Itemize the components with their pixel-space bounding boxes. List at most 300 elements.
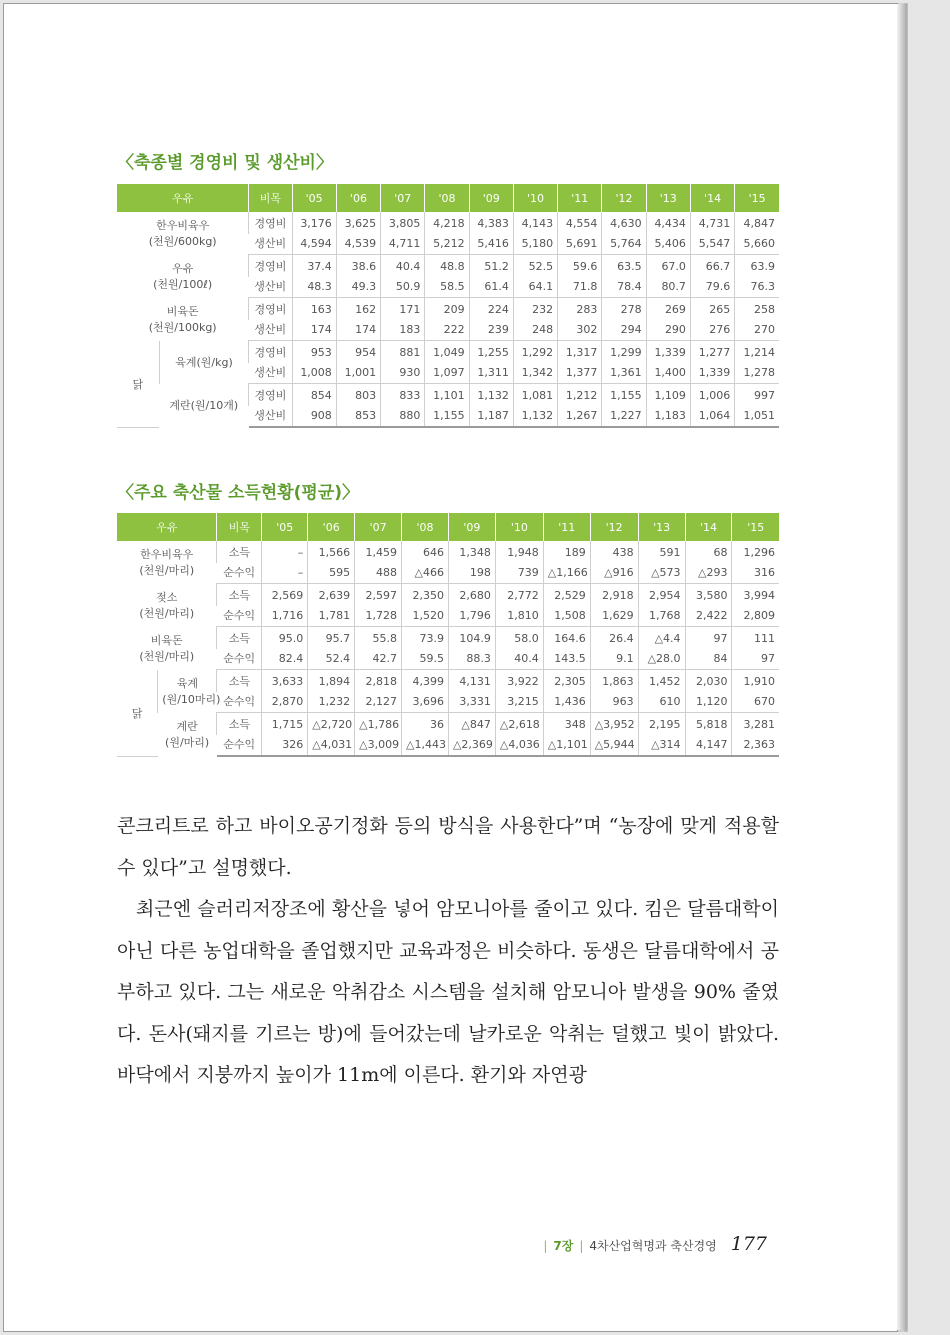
row-label-unit: (천원/마리) xyxy=(139,564,195,578)
value-cell: 4,147 xyxy=(685,735,732,756)
item-cell: 생산비 xyxy=(249,363,292,384)
table-row xyxy=(117,341,779,364)
row-label-unit: (천원/100ℓ) xyxy=(153,278,213,291)
row-label-unit: (천원/마리) xyxy=(139,650,195,663)
value-cell: 1,155 xyxy=(425,406,469,427)
row-label xyxy=(158,670,221,713)
value-cell: 1,109 xyxy=(646,384,690,407)
value-cell: 290 xyxy=(646,320,690,341)
row-label xyxy=(117,298,249,341)
value-cell: 1,267 xyxy=(558,406,602,427)
value-cell: 50.9 xyxy=(381,277,425,298)
value-cell: 2,030 xyxy=(685,670,732,693)
value-cell: 2,918 xyxy=(590,584,638,607)
header-cell: '15 xyxy=(732,513,779,541)
header-cell: '13 xyxy=(638,513,685,541)
value-cell: 2,127 xyxy=(355,692,402,713)
value-cell: 58.5 xyxy=(425,277,469,298)
value-cell: 1,894 xyxy=(308,670,355,693)
value-cell: 171 xyxy=(381,298,425,321)
value-cell: 1,183 xyxy=(646,406,690,427)
value-cell: 1,120 xyxy=(685,692,732,713)
value-cell: 1,400 xyxy=(646,363,690,384)
header-cell: '06 xyxy=(308,513,355,541)
row-label-name: 계란 xyxy=(176,720,198,734)
value-cell: 4,399 xyxy=(402,670,449,693)
value-cell: 2,195 xyxy=(638,713,685,736)
table-row xyxy=(117,606,779,627)
value-cell: 833 xyxy=(381,384,425,407)
value-cell: 2,305 xyxy=(543,670,590,693)
value-cell: 5,764 xyxy=(602,234,646,255)
table-row xyxy=(117,735,779,756)
value-cell: △1,443 xyxy=(402,735,449,756)
table-row xyxy=(117,384,779,407)
row-label-unit: (천원/100kg) xyxy=(148,321,217,334)
page-spine xyxy=(897,4,907,1330)
value-cell: 58.0 xyxy=(495,627,543,650)
value-cell: 4,847 xyxy=(735,212,779,234)
value-cell: 111 xyxy=(732,627,779,650)
value-cell: △847 xyxy=(448,713,495,736)
value-cell: 222 xyxy=(425,320,469,341)
value-cell: 258 xyxy=(735,298,779,321)
value-cell: 1,008 xyxy=(292,363,336,384)
value-cell: 189 xyxy=(543,541,590,563)
header-cell: '05 xyxy=(262,513,308,541)
value-cell: 953 xyxy=(292,341,336,364)
row-label-name: 비육돈 xyxy=(166,305,199,318)
value-cell: 183 xyxy=(381,320,425,341)
value-cell: 2,569 xyxy=(262,584,308,607)
value-cell: 1,097 xyxy=(425,363,469,384)
value-cell: 269 xyxy=(646,298,690,321)
value-cell: 270 xyxy=(735,320,779,341)
row-label-name: 비육돈 xyxy=(150,634,183,647)
item-cell: 생산비 xyxy=(249,406,292,427)
value-cell: 174 xyxy=(336,320,380,341)
row-group-label: 닭 xyxy=(117,341,159,428)
value-cell: 174 xyxy=(292,320,336,341)
value-cell: 63.9 xyxy=(735,255,779,278)
header-cell: '07 xyxy=(381,184,425,212)
value-cell: 52.4 xyxy=(308,649,355,670)
header-cell: 비목 xyxy=(217,513,262,541)
value-cell: 2,809 xyxy=(732,606,779,627)
value-cell: 97 xyxy=(732,649,779,670)
value-cell: 1,566 xyxy=(308,541,355,563)
value-cell: 954 xyxy=(336,341,380,364)
value-cell: 104.9 xyxy=(448,627,495,650)
header-cell: '08 xyxy=(402,513,449,541)
row-label xyxy=(117,541,217,584)
value-cell: 854 xyxy=(292,384,336,407)
item-cell: 순수익 xyxy=(217,563,262,584)
value-cell: 73.9 xyxy=(402,627,449,650)
header-cell: 우유 xyxy=(117,513,217,541)
value-cell: 1,212 xyxy=(558,384,602,407)
header-cell: '12 xyxy=(602,184,646,212)
item-cell: 순수익 xyxy=(217,649,262,670)
value-cell: 1,132 xyxy=(469,384,513,407)
value-cell: 61.4 xyxy=(469,277,513,298)
value-cell: 348 xyxy=(543,713,590,736)
value-cell: 1,187 xyxy=(469,406,513,427)
value-cell: △28.0 xyxy=(638,649,685,670)
value-cell: 326 xyxy=(262,735,308,756)
header-cell: '10 xyxy=(513,184,557,212)
value-cell: 1,810 xyxy=(495,606,543,627)
value-cell: 1,715 xyxy=(262,713,308,736)
value-cell: 3,215 xyxy=(495,692,543,713)
value-cell: 4,594 xyxy=(292,234,336,255)
value-cell: 4,630 xyxy=(602,212,646,234)
value-cell: 5,691 xyxy=(558,234,602,255)
value-cell: 2,818 xyxy=(355,670,402,693)
item-cell: 경영비 xyxy=(249,212,292,234)
income-table xyxy=(117,513,779,757)
row-label-name: 육계 xyxy=(176,677,199,690)
row-label xyxy=(117,255,249,298)
value-cell: 997 xyxy=(735,384,779,407)
table-row xyxy=(117,541,779,563)
value-cell: 37.4 xyxy=(292,255,336,278)
value-cell: △5,944 xyxy=(590,735,638,756)
value-cell: 2,597 xyxy=(355,584,402,607)
row-label-name: 육계(원/kg) xyxy=(175,356,233,369)
value-cell: 739 xyxy=(495,563,543,584)
table1-title: 〈축종별 경영비 및 생산비〉 xyxy=(117,153,333,173)
header-cell: 우유 xyxy=(117,184,249,212)
value-cell: 1,768 xyxy=(638,606,685,627)
value-cell: 9.1 xyxy=(590,649,638,670)
header-cell: '10 xyxy=(495,513,543,541)
value-cell: △4.4 xyxy=(638,627,685,650)
header-cell: '14 xyxy=(685,513,732,541)
item-cell: 경영비 xyxy=(249,341,292,364)
row-label-unit: (원/마리) xyxy=(165,736,210,750)
value-cell: 48.3 xyxy=(292,277,336,298)
table-row xyxy=(117,627,779,650)
value-cell: 488 xyxy=(355,563,402,584)
table-row xyxy=(117,212,779,234)
value-cell: 79.6 xyxy=(690,277,734,298)
value-cell: 2,870 xyxy=(262,692,308,713)
header-cell: '11 xyxy=(543,513,590,541)
value-cell: △4,031 xyxy=(308,735,355,756)
value-cell: – xyxy=(262,563,308,584)
value-cell: △314 xyxy=(638,735,685,756)
value-cell: 5,180 xyxy=(513,234,557,255)
chapter-label: 7장 xyxy=(553,1239,574,1253)
value-cell: 40.4 xyxy=(495,649,543,670)
value-cell: 4,539 xyxy=(336,234,380,255)
value-cell: 1,948 xyxy=(495,541,543,563)
value-cell: 1,348 xyxy=(448,541,495,563)
value-cell: 162 xyxy=(336,298,380,321)
value-cell: 163 xyxy=(292,298,336,321)
value-cell: △4,036 xyxy=(495,735,543,756)
value-cell: 278 xyxy=(602,298,646,321)
value-cell: 1,214 xyxy=(735,341,779,364)
value-cell: 239 xyxy=(469,320,513,341)
value-cell: 143.5 xyxy=(543,649,590,670)
value-cell: 5,406 xyxy=(646,234,690,255)
table-row xyxy=(117,563,779,584)
chapter-title: 4차산업혁명과 축산경영 xyxy=(589,1239,717,1253)
value-cell: 88.3 xyxy=(448,649,495,670)
table-row xyxy=(117,255,779,278)
header-cell: 비목 xyxy=(249,184,292,212)
value-cell: △3,952 xyxy=(590,713,638,736)
row-label-unit: (천원/600kg) xyxy=(148,235,217,249)
item-cell: 순수익 xyxy=(217,735,262,756)
value-cell: 881 xyxy=(381,341,425,364)
value-cell: 164.6 xyxy=(543,627,590,650)
value-cell: – xyxy=(262,541,308,563)
value-cell: 1,006 xyxy=(690,384,734,407)
row-label-unit: (천원/마리) xyxy=(139,607,195,620)
value-cell: 52.5 xyxy=(513,255,557,278)
body-text xyxy=(117,806,779,1097)
value-cell: 232 xyxy=(513,298,557,321)
value-cell: 80.7 xyxy=(646,277,690,298)
row-label-unit: (원/10마리) xyxy=(162,693,221,706)
item-cell: 생산비 xyxy=(249,277,292,298)
row-label xyxy=(158,713,217,757)
value-cell: 1,520 xyxy=(402,606,449,627)
value-cell: 40.4 xyxy=(381,255,425,278)
header-cell: '06 xyxy=(336,184,380,212)
header-cell: '12 xyxy=(590,513,638,541)
value-cell: △1,101 xyxy=(543,735,590,756)
item-cell: 순수익 xyxy=(217,692,262,713)
value-cell: 59.5 xyxy=(402,649,449,670)
value-cell: 1,339 xyxy=(690,363,734,384)
value-cell: 48.8 xyxy=(425,255,469,278)
value-cell: 1,292 xyxy=(513,341,557,364)
value-cell: 908 xyxy=(292,406,336,427)
value-cell: 803 xyxy=(336,384,380,407)
row-group-label: 닭 xyxy=(117,670,158,757)
value-cell: 265 xyxy=(690,298,734,321)
value-cell: 1,081 xyxy=(513,384,557,407)
value-cell: 4,711 xyxy=(381,234,425,255)
value-cell: 3,696 xyxy=(402,692,449,713)
value-cell: △293 xyxy=(685,563,732,584)
value-cell: 438 xyxy=(590,541,638,563)
value-cell: 4,143 xyxy=(513,212,557,234)
value-cell: 5,547 xyxy=(690,234,734,255)
table-row xyxy=(117,584,779,607)
row-label xyxy=(117,627,217,670)
value-cell: 1,049 xyxy=(425,341,469,364)
value-cell: 5,416 xyxy=(469,234,513,255)
header-cell: '09 xyxy=(469,184,513,212)
value-cell: 248 xyxy=(513,320,557,341)
value-cell: △3,009 xyxy=(355,735,402,756)
value-cell: 1,436 xyxy=(543,692,590,713)
value-cell: 1,051 xyxy=(735,406,779,427)
value-cell: 71.8 xyxy=(558,277,602,298)
value-cell: 3,922 xyxy=(495,670,543,693)
value-cell: 3,281 xyxy=(732,713,779,736)
value-cell: 670 xyxy=(732,692,779,713)
value-cell: 1,277 xyxy=(690,341,734,364)
value-cell: 1,155 xyxy=(602,384,646,407)
value-cell: 2,954 xyxy=(638,584,685,607)
header-cell: '08 xyxy=(425,184,469,212)
table-row xyxy=(117,713,779,736)
row-label xyxy=(117,212,249,255)
row-label-name: 한우비육우 xyxy=(140,548,194,562)
value-cell: 68 xyxy=(685,541,732,563)
value-cell: 1,910 xyxy=(732,670,779,693)
header-cell: '09 xyxy=(448,513,495,541)
value-cell: 2,350 xyxy=(402,584,449,607)
header-cell: '13 xyxy=(646,184,690,212)
row-label xyxy=(117,584,217,627)
item-cell: 경영비 xyxy=(249,384,292,407)
value-cell: 5,660 xyxy=(735,234,779,255)
value-cell: 1,132 xyxy=(513,406,557,427)
value-cell: 67.0 xyxy=(646,255,690,278)
page-footer xyxy=(543,1233,767,1255)
value-cell: △2,369 xyxy=(448,735,495,756)
value-cell: 63.5 xyxy=(602,255,646,278)
value-cell: 1,796 xyxy=(448,606,495,627)
table-row xyxy=(117,298,779,321)
row-label-name: 우유 xyxy=(172,262,194,275)
value-cell: 97 xyxy=(685,627,732,650)
value-cell: 930 xyxy=(381,363,425,384)
header-cell: '11 xyxy=(558,184,602,212)
value-cell: 1,299 xyxy=(602,341,646,364)
value-cell: 3,331 xyxy=(448,692,495,713)
value-cell: 4,554 xyxy=(558,212,602,234)
row-label-name: 젖소 xyxy=(156,591,178,604)
value-cell: 4,731 xyxy=(690,212,734,234)
value-cell: 316 xyxy=(732,563,779,584)
value-cell: 5,212 xyxy=(425,234,469,255)
header-cell: '14 xyxy=(690,184,734,212)
value-cell: 1,377 xyxy=(558,363,602,384)
value-cell: 595 xyxy=(308,563,355,584)
value-cell: 646 xyxy=(402,541,449,563)
value-cell: 82.4 xyxy=(262,649,308,670)
value-cell: 1,101 xyxy=(425,384,469,407)
value-cell: 224 xyxy=(469,298,513,321)
value-cell: 1,296 xyxy=(732,541,779,563)
row-label-name: 한우비육우 xyxy=(156,219,210,233)
value-cell: 591 xyxy=(638,541,685,563)
row-label xyxy=(159,341,249,384)
value-cell: 880 xyxy=(381,406,425,427)
value-cell: 38.6 xyxy=(336,255,380,278)
value-cell: 294 xyxy=(602,320,646,341)
value-cell: 64.1 xyxy=(513,277,557,298)
value-cell: 2,680 xyxy=(448,584,495,607)
value-cell: △1,166 xyxy=(543,563,590,584)
item-cell: 생산비 xyxy=(249,320,292,341)
value-cell: △916 xyxy=(590,563,638,584)
item-cell: 경영비 xyxy=(249,298,292,321)
item-cell: 소득 xyxy=(217,713,262,736)
value-cell: △1,786 xyxy=(355,713,402,736)
value-cell: 51.2 xyxy=(469,255,513,278)
value-cell: 2,422 xyxy=(685,606,732,627)
value-cell: 1,863 xyxy=(590,670,638,693)
value-cell: 78.4 xyxy=(602,277,646,298)
item-cell: 소득 xyxy=(217,670,262,693)
value-cell: 55.8 xyxy=(355,627,402,650)
value-cell: 3,994 xyxy=(732,584,779,607)
value-cell: 3,633 xyxy=(262,670,308,693)
item-cell: 순수익 xyxy=(217,606,262,627)
value-cell: 198 xyxy=(448,563,495,584)
value-cell: 4,434 xyxy=(646,212,690,234)
value-cell: 1,064 xyxy=(690,406,734,427)
value-cell: 1,255 xyxy=(469,341,513,364)
paragraph-1: 콘크리트로 하고 바이오공기정화 등의 방식을 사용한다”며 “농장에 맞게 적용할 수 있다”고 설명했다. xyxy=(117,815,779,879)
footer-divider: | xyxy=(543,1239,548,1253)
value-cell: △466 xyxy=(402,563,449,584)
value-cell: 853 xyxy=(336,406,380,427)
value-cell: 59.6 xyxy=(558,255,602,278)
table2-title: 〈주요 축산물 소득현황(평균)〉 xyxy=(117,483,360,503)
value-cell: 95.0 xyxy=(262,627,308,650)
value-cell: 209 xyxy=(425,298,469,321)
value-cell: 3,580 xyxy=(685,584,732,607)
value-cell: 2,772 xyxy=(495,584,543,607)
value-cell: 302 xyxy=(558,320,602,341)
item-cell: 생산비 xyxy=(249,234,292,255)
value-cell: 84 xyxy=(685,649,732,670)
row-label-name: 계란(원/10개) xyxy=(169,399,239,413)
value-cell: 1,728 xyxy=(355,606,402,627)
value-cell: 49.3 xyxy=(336,277,380,298)
value-cell: 1,459 xyxy=(355,541,402,563)
value-cell: △573 xyxy=(638,563,685,584)
value-cell: 1,278 xyxy=(735,363,779,384)
value-cell: 4,383 xyxy=(469,212,513,234)
value-cell: 1,317 xyxy=(558,341,602,364)
value-cell: 283 xyxy=(558,298,602,321)
value-cell: △2,618 xyxy=(495,713,543,736)
value-cell: 42.7 xyxy=(355,649,402,670)
value-cell: 36 xyxy=(402,713,449,736)
value-cell: 1,452 xyxy=(638,670,685,693)
cost-table xyxy=(117,184,779,428)
value-cell: 2,529 xyxy=(543,584,590,607)
value-cell: 5,818 xyxy=(685,713,732,736)
value-cell: 1,001 xyxy=(336,363,380,384)
header-cell: '05 xyxy=(292,184,336,212)
table-row xyxy=(117,649,779,670)
value-cell: 3,176 xyxy=(292,212,336,234)
item-cell: 경영비 xyxy=(249,255,292,278)
value-cell: 2,363 xyxy=(732,735,779,756)
footer-divider: | xyxy=(579,1239,584,1253)
value-cell: 963 xyxy=(590,692,638,713)
item-cell: 소득 xyxy=(217,584,262,607)
value-cell: 66.7 xyxy=(690,255,734,278)
value-cell: 1,339 xyxy=(646,341,690,364)
value-cell: 2,639 xyxy=(308,584,355,607)
value-cell: 1,508 xyxy=(543,606,590,627)
row-label xyxy=(159,384,249,428)
value-cell: 4,131 xyxy=(448,670,495,693)
